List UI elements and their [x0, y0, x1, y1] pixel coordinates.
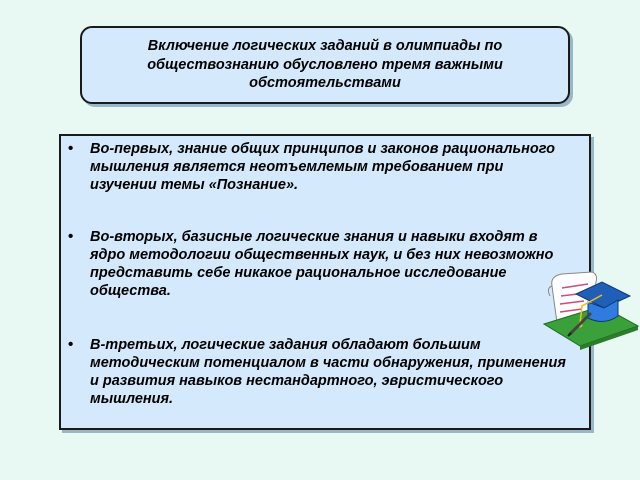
slide-title: Включение логических заданий в олимпиады по обществознанию обусловлено тремя важными обстоятельствами	[147, 37, 503, 92]
title-box	[80, 26, 570, 104]
graduation-clipart	[540, 268, 640, 358]
bullet-marker: •	[68, 140, 74, 157]
bullet-text-2: Во-вторых, базисные логические знания и навыки входят в ядро методологии общественных наук, и без них невозможно представить себе никакое рациональное исследование общества.	[90, 229, 554, 299]
bullet-marker: •	[68, 228, 74, 245]
bullet-marker: •	[68, 336, 74, 353]
bullet-text-3: В-третьих, логические задания обладают большим методическим потенциалом в части обнаружения, применения и развития навыков нестандартного, эвристического мышления.	[90, 337, 566, 407]
content-box	[59, 134, 591, 430]
bullet-text-1: Во-первых, знание общих принципов и законов рационального мышления является неотъемлемым требованием при изучении темы «Познание».	[90, 141, 555, 193]
